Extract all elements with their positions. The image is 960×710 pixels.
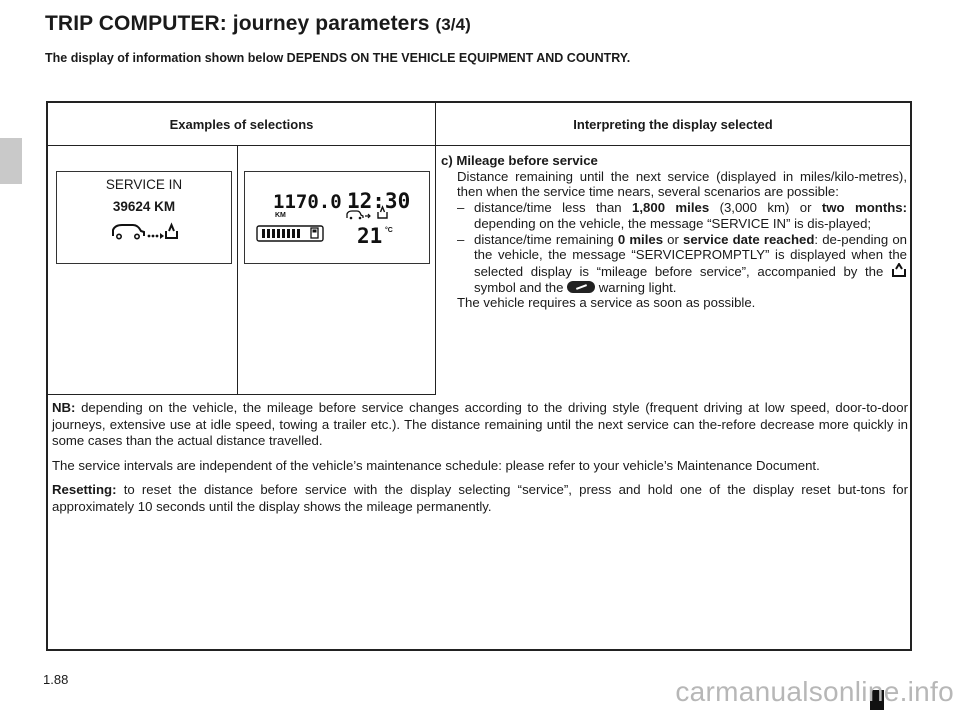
odometer-unit: KM [275, 212, 286, 219]
notes-section [52, 400, 908, 523]
temperature-unit: °C [385, 227, 393, 234]
section-heading: c) Mileage before service [441, 153, 598, 168]
temperature-value: 21 [357, 224, 383, 248]
intervals-paragraph: The service intervals are independent of the vehicle’s maintenance schedule: please refer to your vehicle’s Maintenance Document. [52, 457, 820, 473]
row-divider [48, 394, 436, 395]
bullet-remaining: – distance/time remaining 0 miles or service date reached: de-pending on the vehicle, the message “SERVICEPROMPTLY” is displayed when the selected display is “mileage before service”, accompanied by the symbol and the warning light. [441, 232, 907, 296]
watermark: carmanualsonline.info [675, 676, 954, 707]
fuel-pump-icon [311, 228, 318, 238]
nb-paragraph: NB: depending on the vehicle, the mileage before service changes according to the driving style (frequent driving at low speed, door-to-door journeys, extensive use at idle speed, towing a trailer etc.). The distance remaining until the next service can the-refore decrease more quickly in some cases than the actual distance travelled. [52, 400, 908, 448]
title-part: (3/4) [435, 15, 471, 34]
service-in-display [56, 171, 232, 264]
spanner-warning-light-icon [567, 281, 595, 293]
closing-sentence: The vehicle requires a service as soon as possible. [457, 295, 756, 311]
parameters-table [46, 101, 912, 651]
column-divider [435, 146, 436, 395]
chapter-tab [0, 138, 22, 184]
page-subtitle: The display of information shown below DEPENDS ON THE VEHICLE EQUIPMENT AND COUNTRY. [45, 51, 631, 65]
intro-paragraph: Distance remaining until the next service (displayed in miles/kilo-metres), then when the service time nears, several scenarios are possible: [457, 168, 907, 200]
reset-paragraph: Resetting: to reset the distance before service with the display selecting “service”, press and hold one of the display reset but-tons for approximately 10 seconds until the display shows the mileage permanently. [52, 482, 908, 514]
dashboard-lcd-display [244, 171, 430, 264]
car-to-service-icon [109, 220, 179, 242]
clock-value: 12:30 [347, 189, 411, 213]
page-number: 1.88 [43, 672, 69, 687]
odometer-value: 1170.0 [273, 191, 342, 213]
col-header-examples: Examples of selections [48, 103, 436, 146]
page-title: TRIP COMPUTER: journey parameters (3/4) [45, 12, 471, 35]
interpretation-text [441, 153, 907, 311]
service-distance: 39624 KM [112, 199, 176, 214]
column-divider [237, 146, 238, 395]
col-header-interpretation: Interpreting the display selected [436, 103, 910, 146]
bullet-less-than: – distance/time less than 1,800 miles (3,000 km) or two months: depending on the vehicle, the message “SERVICE IN” is dis-played; [441, 200, 907, 231]
service-in-label: SERVICE IN [105, 177, 183, 192]
service-symbol-icon [891, 263, 907, 278]
